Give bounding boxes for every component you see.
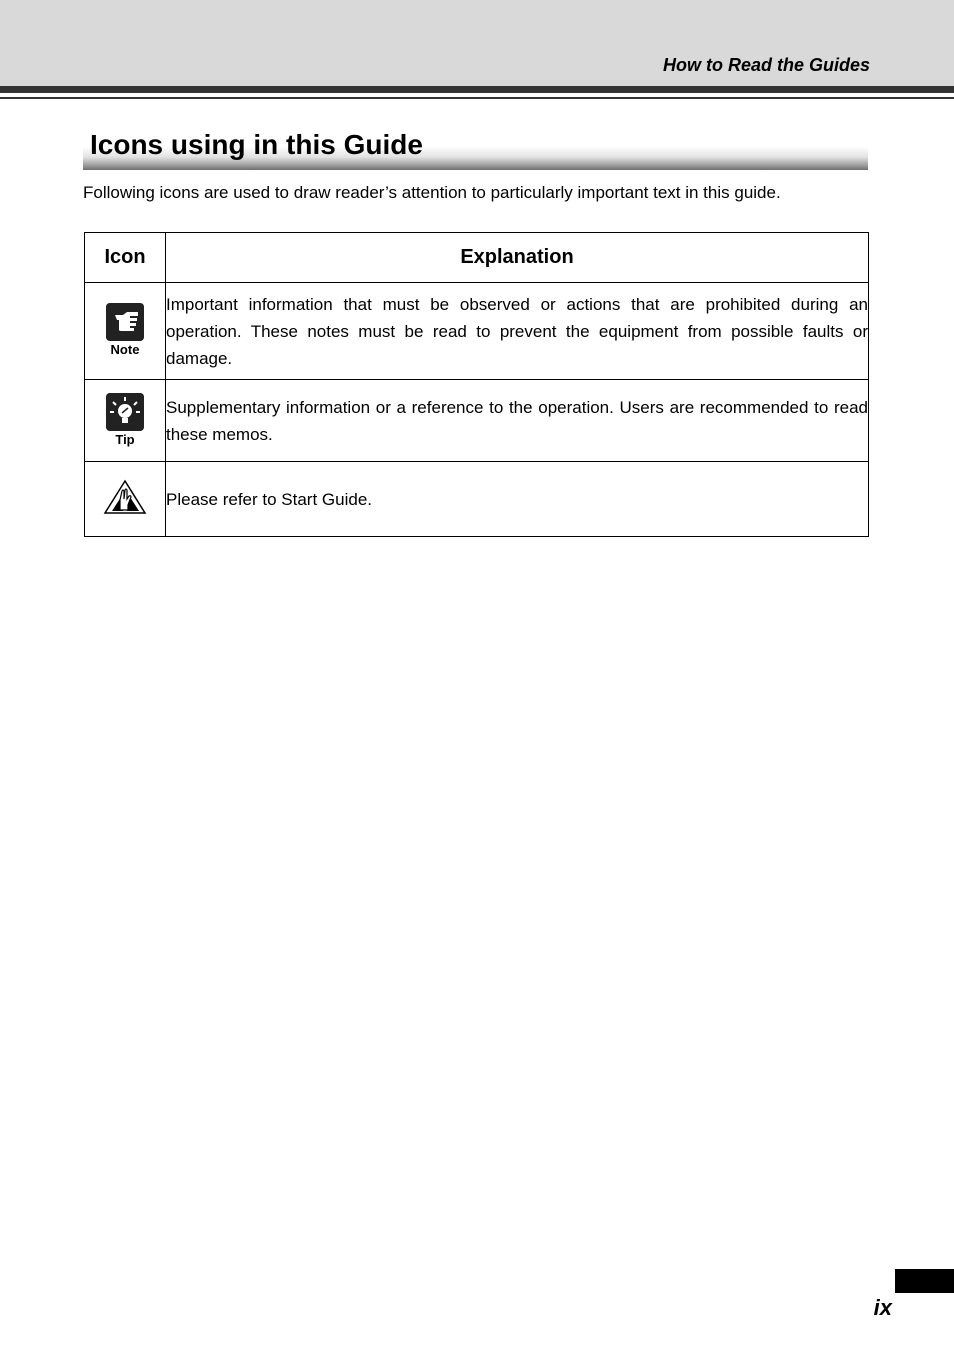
icon-cell-reference <box>85 462 166 537</box>
running-header: How to Read the Guides <box>662 55 870 75</box>
icon-cell-note <box>85 283 166 380</box>
header-rule-thin <box>0 97 954 99</box>
explanation-note: Important information that must be observed or actions that are prohibited during an operation. These notes must be read to prevent the equipment from possible faults or damage. <box>166 283 869 380</box>
table-row <box>85 462 869 537</box>
explanation-tip: Supplementary information or a reference to the operation. Users are recommended to read these memos. <box>166 380 869 462</box>
pointing-hand-icon <box>106 303 144 341</box>
header-icon: Icon <box>85 233 166 283</box>
header-explanation: Explanation <box>166 233 869 283</box>
icon-label-note: Note <box>110 342 140 357</box>
lightbulb-icon <box>106 393 144 431</box>
table-row <box>85 380 869 462</box>
table-row <box>85 283 869 380</box>
section-title: Icons using in this Guide <box>90 129 423 160</box>
explanation-reference: Please refer to Start Guide. <box>166 462 869 537</box>
intro-paragraph: Following icons are used to draw reader’s attention to particularly important text in this guide. <box>83 183 781 202</box>
page-tab-marker <box>895 1269 954 1293</box>
icon-label-tip: Tip <box>115 431 135 447</box>
page-number: ix <box>873 1295 892 1320</box>
icon-cell-tip <box>85 380 166 462</box>
table-header-row <box>85 233 869 283</box>
icon-table <box>84 232 869 537</box>
header-rule-thick <box>0 86 954 93</box>
hand-triangle-icon <box>103 479 147 515</box>
